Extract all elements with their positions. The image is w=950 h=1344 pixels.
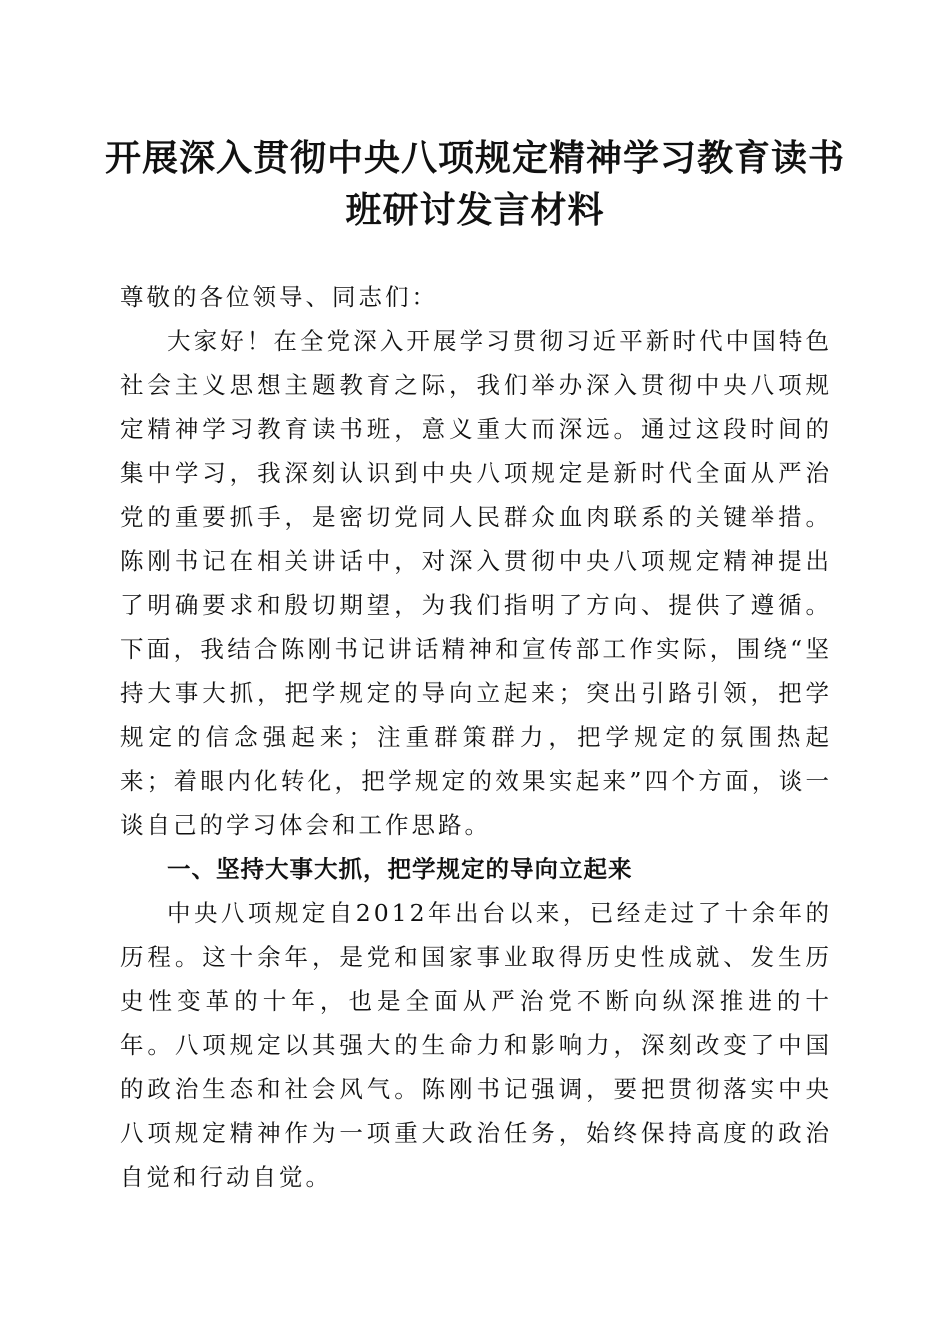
- document-title-line-1: 开展深入贯彻中央八项规定精神学习教育读书: [104, 137, 845, 179]
- intro-paragraph: 大家好！在全党深入开展学习贯彻习近平新时代中国特色社会主义思想主题教育之际，我们举办深入贯彻中央八项规定精神学习教育读书班，意义重大而深远。通过这段时间的集中学习，我深刻认识到中央八项规定是新时代全面从严治党的重要抓手，是密切党同人民群众血肉联系的关键举措。陈刚书记在相关讲话中，对深入贯彻中央八项规定精神提出了明确要求和殷切期望，为我们指明了方向、提供了遵循。下面，我结合陈刚书记讲话精神和宣传部工作实际，围绕“坚持大事大抓，把学规定的导向立起来；突出引路引领，把学规定的信念强起来；注重群策群力，把学规定的氛围热起来；着眼内化转化，把学规定的效果实起来”四个方面，谈一谈自己的学习体会和工作思路。: [120, 327, 832, 839]
- document-body: [120, 275, 832, 1199]
- section-1-paragraph: 中央八项规定自2012年出台以来，已经走过了十余年的历程。这十余年，是党和国家事业取得历史性成就、发生历史性变革的十年，也是全面从严治党不断向纵深推进的十年。八项规定以其强大的生命力和影响力，深刻改变了中国的政治生态和社会风气。陈刚书记强调，要把贯彻落实中央八项规定精神作为一项重大政治任务，始终保持高度的政治自觉和行动自觉。: [120, 899, 832, 1191]
- document-title: [100, 132, 850, 236]
- salutation: 尊敬的各位领导、同志们：: [120, 283, 438, 311]
- document-title-line-2: 班研讨发言材料: [345, 189, 605, 231]
- section-1-heading: 一、坚持大事大抓，把学规定的导向立起来: [167, 855, 633, 883]
